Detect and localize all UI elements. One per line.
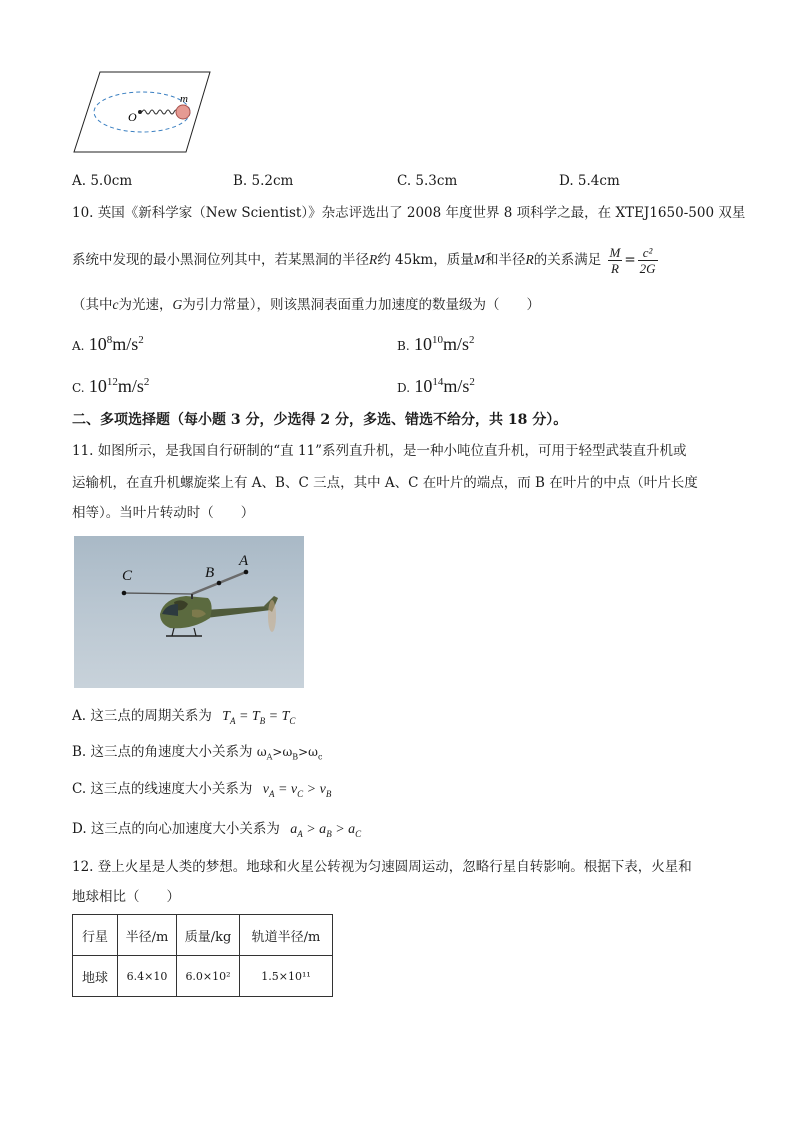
helicopter-illustration bbox=[74, 536, 304, 688]
table-header-cell: 质量/kg bbox=[177, 915, 240, 956]
q11-option-text: C. 这三点的线速度大小关系为 bbox=[72, 781, 253, 797]
q10-option-exp: 10 bbox=[431, 334, 443, 346]
q11-option-formula-c: $v_A = v_C > v_B$ bbox=[262, 782, 332, 799]
q10-option-unit-exp: 2 bbox=[469, 376, 475, 388]
q10-option-a bbox=[72, 330, 144, 356]
section2-heading: 二、多项选择题（每小题 3 分，少选得 2 分，多选、错选不给分，共 18 分）。 bbox=[72, 412, 568, 428]
q10-option-d bbox=[397, 372, 475, 398]
q10-option-base: 10 bbox=[88, 376, 107, 396]
q10-option-value bbox=[89, 334, 144, 354]
q10-option-unit: m/s bbox=[443, 376, 470, 396]
q10-var-m: M bbox=[473, 252, 485, 267]
q10-option-value bbox=[89, 376, 150, 396]
q10-option-letter: C. bbox=[72, 381, 85, 395]
q11-option-formula-a: $T_A = T_B = T_C$ bbox=[222, 709, 296, 726]
q11-option-text: D. 这三点的向心加速度大小关系为 bbox=[72, 821, 280, 837]
q10-frac-left-den: R bbox=[610, 261, 619, 276]
q10-var-r: R bbox=[369, 252, 378, 267]
q10-option-base: 10 bbox=[414, 376, 433, 396]
q9-option-b: B. 5.2cm bbox=[233, 173, 294, 189]
q11-option-c bbox=[72, 779, 331, 804]
q10-option-value bbox=[414, 334, 475, 354]
q9-center-dot bbox=[138, 110, 142, 114]
q10-option-letter: A. bbox=[72, 339, 85, 353]
q10-var-r2: R bbox=[525, 252, 534, 267]
point-a-label: A bbox=[239, 553, 249, 569]
q10-frac-left-num: M bbox=[609, 245, 621, 260]
q10-option-letter: B. bbox=[397, 339, 410, 353]
q10-var-g: G bbox=[172, 297, 183, 312]
q10-frac-right-num: c² bbox=[638, 245, 658, 261]
q10-option-unit: m/s bbox=[117, 376, 144, 396]
q10-equals: = bbox=[624, 252, 636, 268]
q9-center-label: O bbox=[128, 110, 137, 124]
q9-mass-label: m bbox=[180, 93, 188, 105]
q10-option-base: 10 bbox=[88, 334, 107, 354]
q10-frac-right-den: 2G bbox=[639, 261, 656, 276]
q9-mass-ball bbox=[176, 105, 190, 119]
table-header-cell: 轨道半径/m bbox=[240, 915, 333, 956]
q10-option-base: 10 bbox=[413, 334, 432, 354]
point-a-dot bbox=[244, 570, 249, 575]
q11-line2: 运输机，在直升机螺旋桨上有 A、B、C 三点，其中 A、C 在叶片的端点，而 B 在叶片的中点（叶片长度 bbox=[72, 475, 698, 491]
tail-rotor bbox=[268, 600, 276, 632]
q10-var-c: c bbox=[112, 297, 119, 312]
q10-line3-c: 为引力常量），则该黑洞表面重力加速度的数量级为（ ） bbox=[182, 297, 540, 313]
table-cell: 6.0×10² bbox=[177, 956, 240, 997]
q10-option-unit-exp: 2 bbox=[138, 334, 144, 346]
table-header-cell: 半径/m bbox=[118, 915, 177, 956]
q11-option-d bbox=[72, 819, 361, 844]
q10-option-b bbox=[397, 330, 474, 356]
q11-option-b bbox=[72, 742, 322, 767]
q9-option-a: A. 5.0cm bbox=[72, 173, 133, 189]
q10-line2-c: 和半径 bbox=[484, 252, 526, 268]
point-c-label: C bbox=[122, 568, 133, 584]
point-b-dot bbox=[217, 581, 222, 586]
q10-line2 bbox=[72, 242, 660, 278]
skid-strut bbox=[194, 628, 196, 636]
q10-option-unit-exp: 2 bbox=[143, 376, 150, 388]
rotor-blade-c bbox=[124, 593, 192, 594]
q10-option-unit-exp: 2 bbox=[468, 334, 475, 346]
point-c-dot bbox=[122, 591, 127, 596]
planet-table bbox=[72, 914, 333, 997]
q10-frac-right bbox=[638, 245, 658, 276]
q11-option-a bbox=[72, 706, 295, 731]
q9-option-d: D. 5.4cm bbox=[559, 173, 620, 189]
q9-option-c: C. 5.3cm bbox=[397, 173, 458, 189]
q10-option-letter: D. bbox=[397, 381, 411, 395]
q10-line3-a: （其中 bbox=[72, 297, 113, 313]
skid-strut bbox=[172, 628, 174, 636]
q11-option-text: A. 这三点的周期关系为 bbox=[72, 708, 212, 724]
q10-option-c bbox=[72, 372, 149, 398]
q10-line2-d: 的关系满足 bbox=[533, 252, 602, 268]
q10-line2-a: 系统中发现的最小黑洞位列其中，若某黑洞的半径 bbox=[72, 252, 369, 268]
q10-frac-left bbox=[608, 245, 623, 276]
q10-line3 bbox=[72, 295, 540, 315]
point-b-label: B bbox=[205, 565, 215, 581]
table-row bbox=[73, 956, 333, 997]
q10-line1: 10. 英国《新科学家（New Scientist）》杂志评选出了 2008 年度世界 8 项科学之最，在 XTEJ1650-500 双星 bbox=[72, 205, 746, 221]
q11-line1: 11. 如图所示，是我国自行研制的“直 11”系列直升机，是一种小吨位直升机，可用于轻型武装直升机或 bbox=[72, 443, 687, 459]
q9-figure bbox=[72, 70, 212, 154]
q12-line1: 12. 登上火星是人类的梦想。地球和火星公转视为匀速圆周运动，忽略行星自转影响。根据下表，火星和 bbox=[72, 859, 692, 875]
q10-line2-b: 约 45km，质量 bbox=[377, 252, 474, 268]
table-header-cell: 行星 bbox=[73, 915, 118, 956]
q10-option-value bbox=[414, 376, 475, 396]
q11-option-text: B. 这三点的角速度大小关系为 bbox=[72, 744, 253, 760]
q11-option-formula-b: $\omega_A>\omega_B>\omega_c$ bbox=[256, 745, 323, 762]
tail-boom bbox=[204, 606, 271, 618]
q10-option-exp: 8 bbox=[106, 334, 113, 346]
q10-option-exp: 12 bbox=[106, 376, 118, 388]
q10-line3-b: 为光速， bbox=[118, 297, 173, 313]
q9-spring bbox=[142, 110, 178, 114]
table-cell: 地球 bbox=[73, 956, 118, 997]
table-header-row bbox=[73, 915, 333, 956]
table-cell: 6.4×10 bbox=[118, 956, 177, 997]
q10-option-unit: m/s bbox=[112, 334, 139, 354]
table-cell: 1.5×10¹¹ bbox=[240, 956, 333, 997]
q11-line3: 相等）。当叶片转动时（ ） bbox=[72, 505, 255, 521]
q12-line2: 地球相比（ ） bbox=[72, 889, 180, 905]
q10-option-exp: 14 bbox=[432, 376, 444, 388]
helicopter-photo bbox=[74, 536, 304, 688]
q11-option-formula-d: $a_A > a_B > a_C$ bbox=[290, 822, 362, 839]
q10-option-unit: m/s bbox=[442, 334, 469, 354]
